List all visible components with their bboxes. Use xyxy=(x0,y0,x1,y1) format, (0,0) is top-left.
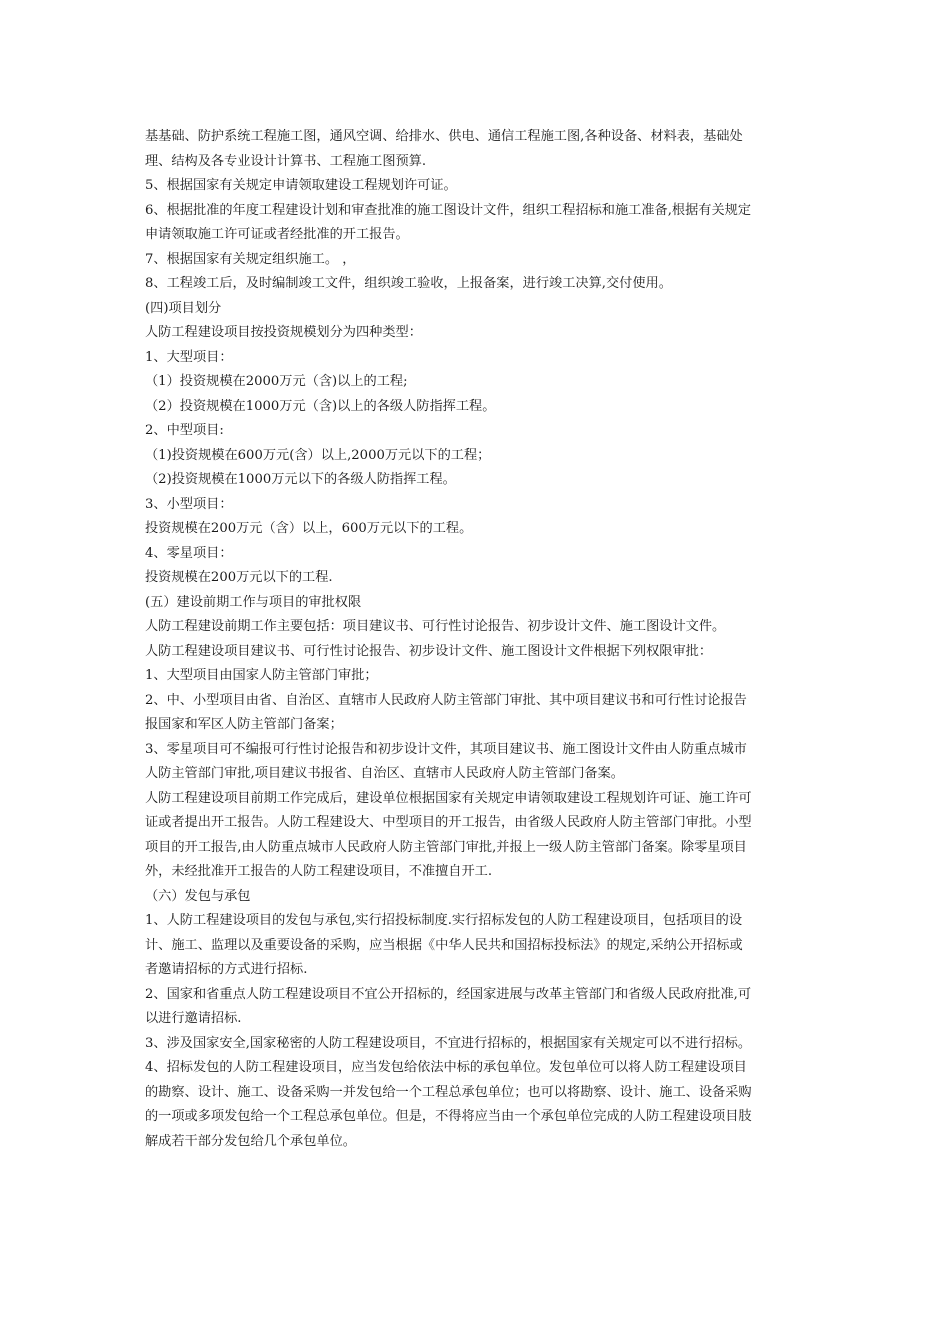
document-body xyxy=(145,125,810,1154)
text-line: 3、零星项目可不编报可行性讨论报告和初步设计文件，其项目建议书、施工图设计文件由人防重点城市 xyxy=(145,741,747,757)
text-line: 报国家和军区人防主管部门备案； xyxy=(145,717,343,732)
text-line: 2、国家和省重点人防工程建设项目不宜公开招标的，经国家进展与改革主管部门和省级人民政府批准,可 xyxy=(145,986,752,1002)
text-line: 人防主管部门审批,项目建议书报省、自治区、直辖市人民政府人防主管部门备案。 xyxy=(145,766,624,781)
text-line: 证或者提出开工报告。人防工程建设大、中型项目的开工报告，由省级人民政府人防主管部门审批。小型 xyxy=(145,815,752,830)
text-line: 以进行邀请招标. xyxy=(145,1011,242,1026)
text-line: 计、施工、监理以及重要设备的采购，应当根据《中华人民共和国招标投标法》的规定,采纳公开招标或 xyxy=(145,937,743,953)
text-line: 5、根据国家有关规定申请领取建设工程规划许可证。 xyxy=(145,178,457,193)
text-line: 人防工程建设项目按投资规模划分为四种类型： xyxy=(145,325,422,340)
text-line: 人防工程建设项目前期工作完成后，建设单位根据国家有关规定申请领取建设工程规划许可证、施工许可 xyxy=(145,790,752,806)
text-line: 投资规模在200万元（含）以上，600万元以下的工程。 xyxy=(145,521,473,536)
text-line: （2)投资规模在1000万元以下的各级人防指挥工程。 xyxy=(145,472,456,487)
text-line: 1、大型项目： xyxy=(145,349,233,365)
text-line: 4、招标发包的人防工程建设项目，应当发包给依法中标的承包单位。发包单位可以将人防工程建设项目 xyxy=(145,1060,747,1075)
section-heading: (四)项目划分 xyxy=(145,300,222,316)
text-line: 2、中型项目: xyxy=(145,423,224,438)
text-line: 人防工程建设项目建议书、可行性讨论报告、初步设计文件、施工图设计文件根据下列权限审批： xyxy=(145,643,713,659)
text-line: 项目的开工报告,由人防重点城市人民政府人防主管部门审批,并报上一级人防主管部门备案。除零星项目 xyxy=(145,839,747,855)
text-line: 2、中、小型项目由省、自治区、直辖市人民政府人防主管部门审批、其中项目建议书和可行性讨论报告 xyxy=(145,692,747,708)
text-line: 外，未经批准开工报告的人防工程建设项目，不准擅自开工. xyxy=(145,864,493,879)
text-line: 人防工程建设前期工作主要包括：项目建议书、可行性讨论报告、初步设计文件、施工图设计文件。 xyxy=(145,619,726,634)
text-line: 解成若干部分发包给几个承包单位。 xyxy=(145,1133,356,1149)
text-line: 的勘察、设计、施工、设备采购一并发包给一个工程总承包单位；也可以将勘察、设计、施工、设备采购 xyxy=(145,1084,752,1100)
text-line: 者邀请招标的方式进行招标. xyxy=(145,962,308,977)
text-line: 理、结构及各专业设计计算书、工程施工图预算. xyxy=(145,153,427,169)
text-line: 1、人防工程建设项目的发包与承包,实行招投标制度.实行招标发包的人防工程建设项目，包括项目的设 xyxy=(145,913,743,928)
text-line: 投资规模在200万元以下的工程. xyxy=(145,570,333,585)
text-line: 1、大型项目由国家人防主管部门审批； xyxy=(145,668,378,683)
section-heading: （六）发包与承包 xyxy=(145,888,251,904)
text-line: （2）投资规模在1000万元（含)以上的各级人防指挥工程。 xyxy=(145,398,496,414)
text-line: （1）投资规模在2000万元（含)以上的工程; xyxy=(145,374,408,389)
text-line: 基基础、防护系统工程施工图，通风空调、给排水、供电、通信工程施工图,各种设备、材料表，基础处 xyxy=(145,129,743,144)
text-line: 7、根据国家有关规定组织施工。 ， xyxy=(145,251,356,267)
text-line: 8、工程竣工后，及时编制竣工文件，组织竣工验收，上报备案，进行竣工决算,交付使用。 xyxy=(145,276,672,291)
text-line: 3、涉及国家安全,国家秘密的人防工程建设项目，不宜进行招标的，根据国家有关规定可以不进行招标。 xyxy=(145,1035,752,1051)
text-line: （1)投资规模在600万元(含）以上,2000万元以下的工程； xyxy=(145,447,491,463)
text-line: 的一项或多项发包给一个工程总承包单位。但是，不得将应当由一个承包单位完成的人防工程建设项目肢 xyxy=(145,1109,752,1124)
text-line: 4、零星项目： xyxy=(145,545,233,561)
text-line: 6、根据批准的年度工程建设计划和审查批准的施工图设计文件，组织工程招标和施工准备,根据有关规定 xyxy=(145,202,752,218)
text-line: 3、小型项目： xyxy=(145,496,233,512)
section-heading: (五）建设前期工作与项目的审批权限 xyxy=(145,594,362,610)
text-line: 申请领取施工许可证或者经批准的开工报告。 xyxy=(145,227,409,242)
